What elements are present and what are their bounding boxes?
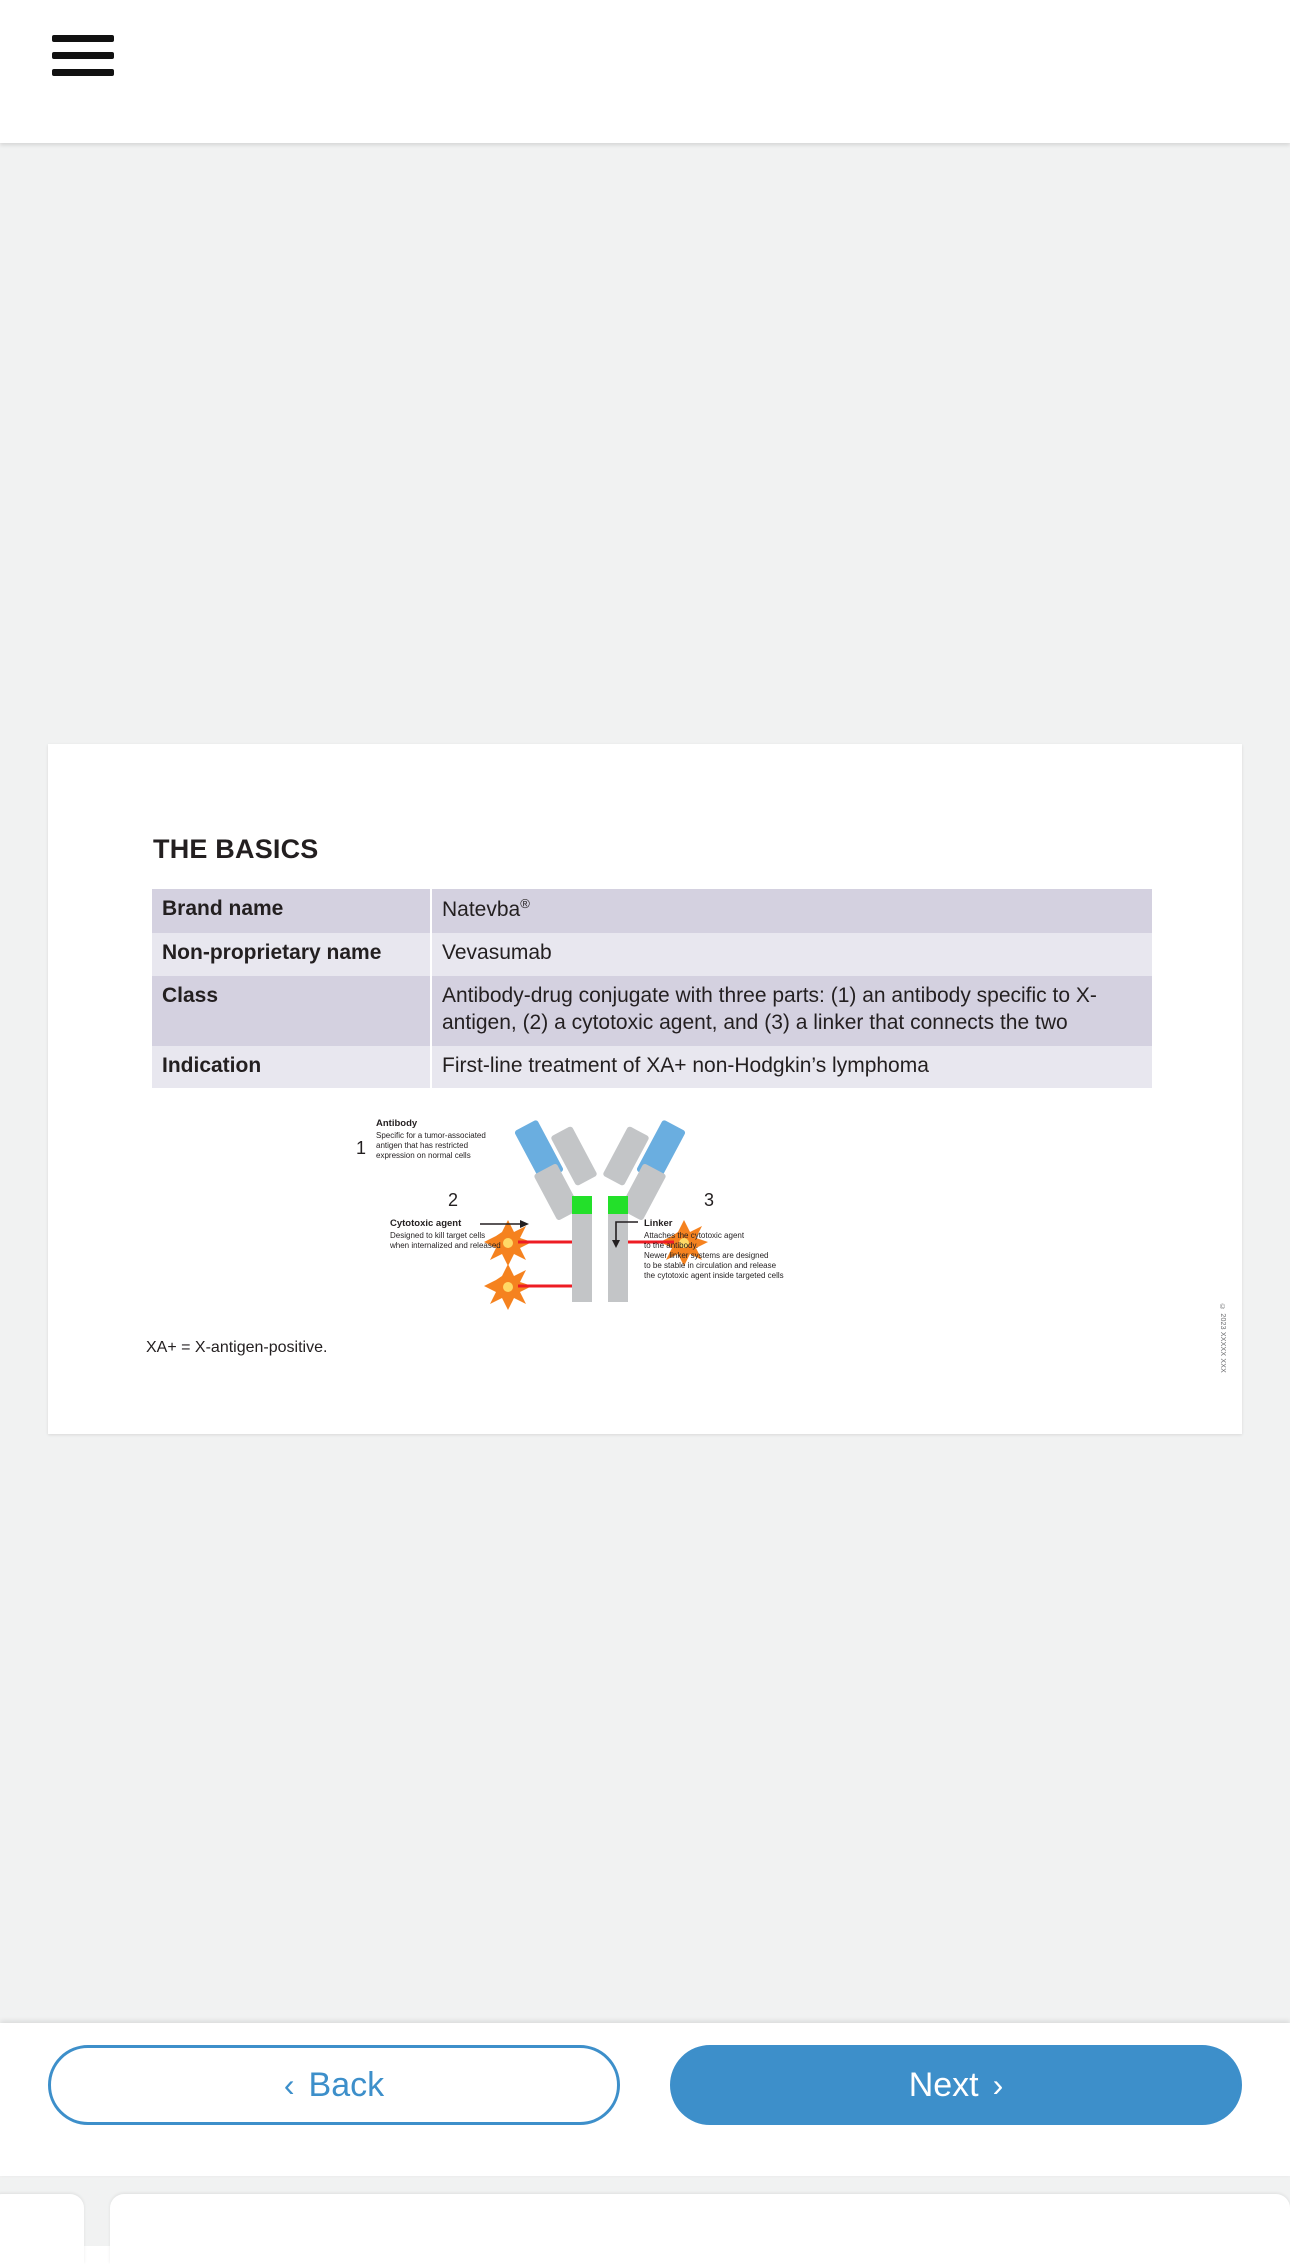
table-row bbox=[152, 1046, 1152, 1089]
hamburger-bar-3 bbox=[52, 69, 114, 76]
bottom-sheet-peek bbox=[0, 2176, 1290, 2246]
page-title: THE BASICS bbox=[153, 834, 319, 864]
hamburger-bar-2 bbox=[52, 52, 114, 59]
svg-text:Designed to kill target cells: Designed to kill target cells bbox=[390, 1231, 486, 1240]
callout-1-number: 1 bbox=[356, 1138, 367, 1158]
table-row bbox=[152, 933, 1152, 976]
row-label: Brand name bbox=[152, 889, 431, 933]
chevron-left-icon: ‹ bbox=[283, 2067, 295, 2103]
row-label: Non-proprietary name bbox=[152, 933, 431, 976]
copyright-text: © 2023 XXXXX XXX bbox=[1219, 1304, 1226, 1373]
svg-text:the cytotoxic agent inside tar: the cytotoxic agent inside targeted cells bbox=[644, 1271, 784, 1280]
callout-1-title: Antibody bbox=[376, 1118, 418, 1129]
adc-diagram-svg bbox=[348, 1114, 988, 1314]
hamburger-menu-icon[interactable] bbox=[52, 34, 114, 78]
next-button-label: Next bbox=[908, 2065, 979, 2104]
peek-card-left[interactable] bbox=[0, 2194, 84, 2264]
adc-diagram bbox=[348, 1114, 988, 1314]
callout-2-title: Cytotoxic agent bbox=[390, 1218, 462, 1229]
svg-text:Specific for a tumor-associate: Specific for a tumor-associated bbox=[376, 1131, 486, 1140]
figure-footnote: XA+ = X-antigen-positive. bbox=[146, 1339, 328, 1356]
callout-3-number: 3 bbox=[704, 1190, 715, 1210]
chevron-right-icon: › bbox=[992, 2067, 1004, 2103]
svg-text:antigen that has restricted: antigen that has restricted bbox=[376, 1141, 469, 1150]
callout-2-number: 2 bbox=[448, 1190, 459, 1210]
slide-card bbox=[48, 744, 1242, 1434]
row-label: Indication bbox=[152, 1046, 431, 1089]
back-button-label: Back bbox=[308, 2065, 385, 2104]
row-value bbox=[431, 889, 1152, 933]
next-button[interactable] bbox=[670, 2045, 1242, 2125]
row-value: Vevasumab bbox=[431, 933, 1152, 976]
svg-text:expression on normal cells: expression on normal cells bbox=[376, 1151, 471, 1160]
back-button[interactable] bbox=[48, 2045, 620, 2125]
peek-card-right[interactable] bbox=[110, 2194, 1290, 2264]
row-label: Class bbox=[152, 976, 431, 1046]
svg-text:to the antibody.: to the antibody. bbox=[644, 1241, 699, 1250]
row-value-text: Natevba bbox=[442, 898, 521, 921]
svg-text:to be stable in circulation an: to be stable in circulation and release bbox=[644, 1261, 777, 1270]
app-header bbox=[0, 0, 1290, 143]
basics-table bbox=[152, 889, 1152, 1088]
row-value: Antibody-drug conjugate with three parts: (1) an antibody specific to X-antigen, (2) a cytotoxic agent, and (3) a linker that connects the two bbox=[431, 976, 1152, 1046]
svg-text:Newer linker systems are desig: Newer linker systems are designed bbox=[644, 1251, 769, 1260]
svg-text:Attaches the cytotoxic agent: Attaches the cytotoxic agent bbox=[644, 1231, 745, 1240]
row-value: First-line treatment of XA+ non-Hodgkin’s lymphoma bbox=[431, 1046, 1152, 1089]
hamburger-bar-1 bbox=[52, 35, 114, 42]
slide-scroll-area[interactable] bbox=[0, 143, 1290, 2023]
registered-mark: ® bbox=[520, 896, 530, 911]
svg-text:when internalized and released: when internalized and released bbox=[390, 1241, 501, 1250]
table-row bbox=[152, 976, 1152, 1046]
table-row bbox=[152, 889, 1152, 933]
callout-3-title: Linker bbox=[644, 1218, 673, 1229]
bottom-nav-bar bbox=[0, 2023, 1290, 2176]
